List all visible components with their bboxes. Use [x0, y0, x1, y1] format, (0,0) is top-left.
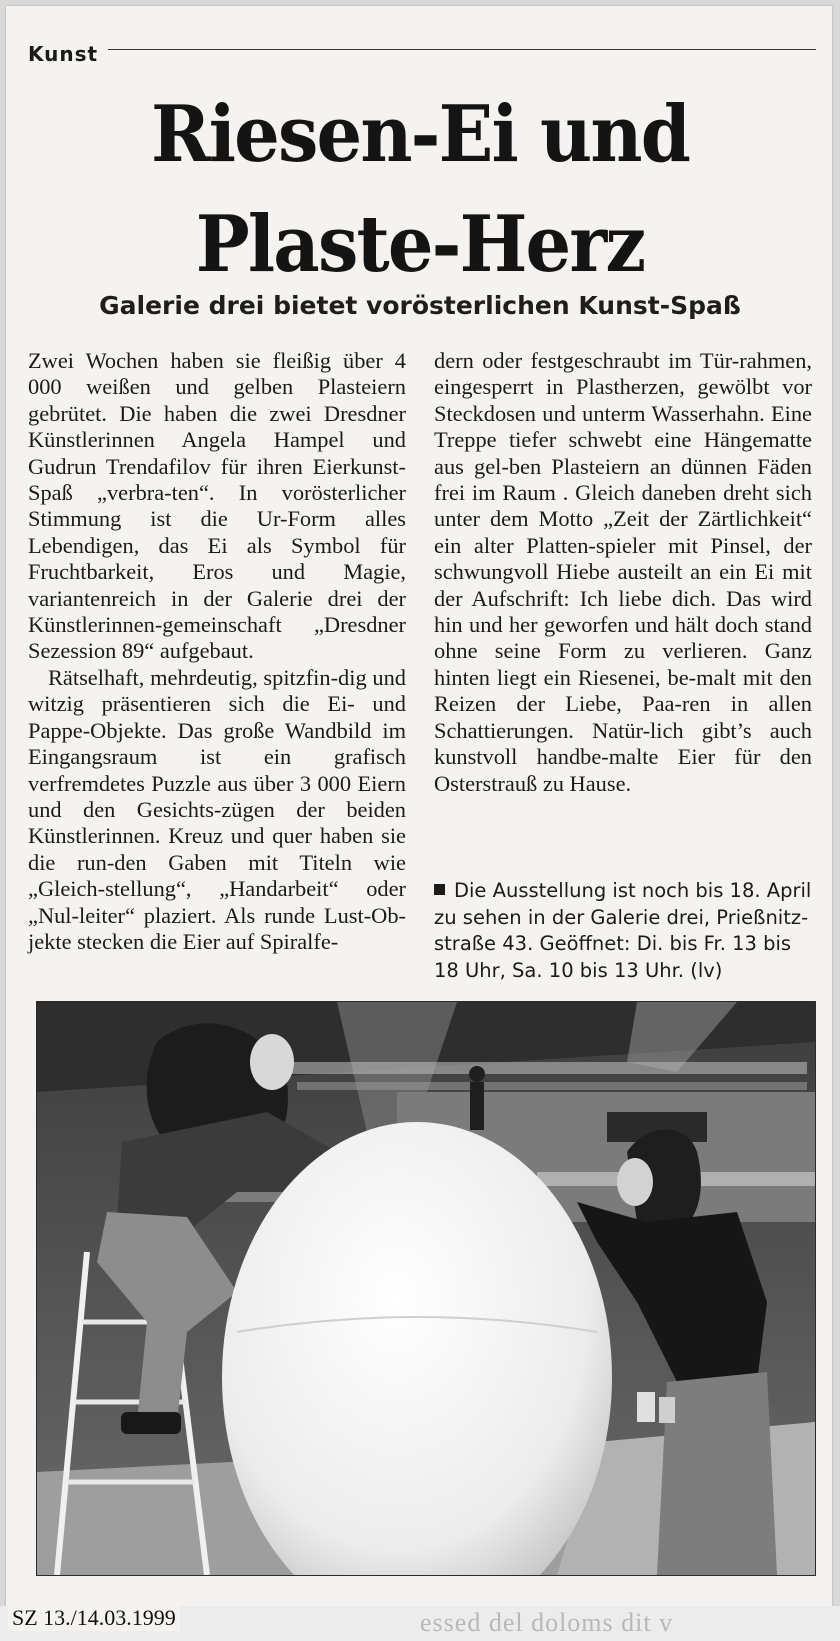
section-rule	[108, 49, 816, 50]
headline	[89, 80, 751, 300]
article-photo	[36, 1001, 816, 1576]
article-paragraph-1: Zwei Wochen haben sie fleißig über 4 000 weißen und gelben Plasteiern gebrütet. Die haben die zwei Dresdner Künstlerinnen Angela Hampel und Gudrun Trendafilov für ihren Eierkunst-Spaß „verbra-ten“. In vorösterlicher Stimmung ist die Ur-Form alles Lebendigen, das Ei als Symbol für Fruchtbarkeit, Eros und Magie, variantenreich in der Galerie drei der Künstlerinnen-gemeinschaft „Dresdner Sezession 89“ aufgebaut.	[28, 348, 406, 664]
article-paragraph-3: dern oder festgeschraubt im Tür-rahmen, eingesperrt in Plastherzen, gewölbt vor Steckdosen und unterm Wasserhahn. Eine Treppe tiefer schwebt eine Hängematte aus gel-ben Plasteiern an dünnen Fäden frei im Raum . Gleich daneben dreht sich unter dem Motto „Zeit der Zärtlichkeit“ ein alter Platten-spieler mit Pinsel, der schwungvoll Hiebe austeilt an ein Ei mit der Aufschrift: Ich liebe dich. Das wird hin und her geworfen und hält doch stand ohne seine Form zu verlieren. Ganz hinten liegt ein Riesenei, be-malt mit den Reizen der Liebe, Paa-ren in allen Schattierungen. Natür-lich gibt’s auch kunstvoll handbe-malte Eier für den Osterstrauß zu Hause.	[434, 348, 812, 796]
source-citation: SZ 13./14.03.1999	[8, 1605, 180, 1631]
headline-line-2: Plaste-Herz	[195, 199, 645, 290]
headline-line-1: Riesen-Ei und	[150, 89, 690, 180]
exhibition-info-text: Die Ausstellung ist noch bis 18. April zu sehen in der Galerie drei, Prießnitz-straße 43. Geöffnet: Di. bis Fr. 13 bis 18 Uhr, Sa. 10 bis 13 Uhr. (lv)	[434, 879, 812, 982]
article-column-right	[434, 348, 812, 797]
photo-artists-with-giant-egg-icon	[37, 1002, 815, 1575]
subheadline: Galerie drei bietet vorösterlichen Kunst-Spaß	[99, 291, 741, 320]
article-column-left	[28, 348, 406, 955]
article-paragraph-2: Rätselhaft, mehrdeutig, spitzfin-dig und witzig präsentieren sich die Ei- und Pappe-Objekte. Das große Wandbild im Eingangsraum ist ein grafisch verfremdetes Puzzle aus über 3 000 Eiern und den Gesichts-zügen der beiden Künstlerinnen. Kreuz und quer haben sie die run-den Gaben mit Titeln wie „Gleich-stellung“, „Handarbeit“ oder „Nul-leiter“ plaziert. Als runde Lust-Ob-jekte stecken die Eier auf Spiralfe-	[28, 664, 406, 954]
bleed-through-text: essed del doloms dit v	[420, 1608, 674, 1637]
square-bullet-icon	[434, 884, 445, 895]
exhibition-info	[434, 878, 812, 984]
section-label: Kunst	[28, 42, 99, 66]
